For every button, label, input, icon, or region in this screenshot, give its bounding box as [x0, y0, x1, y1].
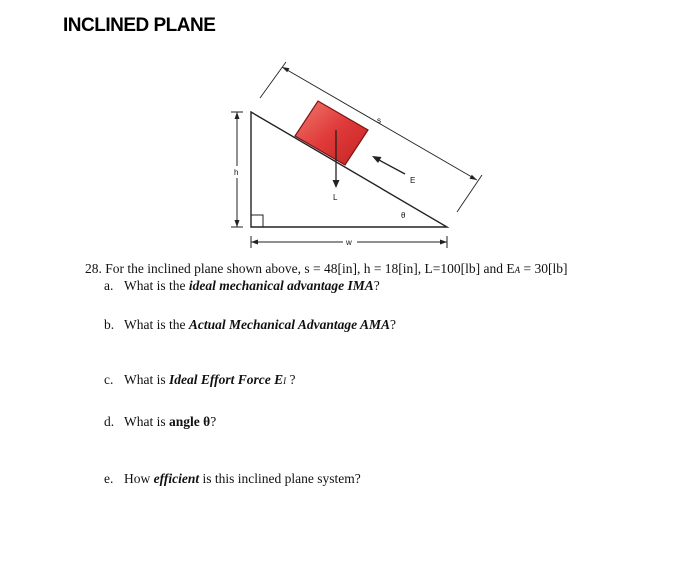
subquestion-emphasis: Ideal Effort Force E — [169, 372, 284, 387]
subquestion-letter: d. — [104, 414, 115, 429]
subquestion-emphasis: Actual Mechanical Advantage AMA — [188, 317, 390, 332]
subquestion-d — [104, 414, 216, 430]
subquestion-emphasis: angle θ — [169, 414, 211, 429]
label-w: w — [346, 238, 352, 247]
subquestion-letter: b. — [104, 317, 115, 332]
subquestion-e — [104, 471, 361, 487]
subquestion-text: What is the — [124, 278, 189, 293]
ea-subscript: A — [514, 265, 521, 275]
inclined-plane-diagram — [0, 0, 700, 260]
subquestion-end: ? — [210, 414, 217, 429]
subquestion-emphasis: efficient — [153, 471, 200, 486]
question-tail: = 30[lb] — [520, 261, 568, 276]
subquestion-a — [104, 278, 380, 294]
question-intro: For the inclined plane shown above, s = 48[in], h = 18[in], L=100[lb] and E — [105, 261, 515, 276]
subquestion-end: ? — [390, 317, 396, 332]
subquestion-b — [104, 317, 396, 333]
label-theta: θ — [401, 211, 406, 220]
label-s: s — [377, 116, 381, 125]
question-number: 28. — [85, 261, 102, 276]
question-28 — [85, 261, 568, 277]
label-E: E — [410, 176, 416, 185]
subquestion-end: is this inclined plane system? — [199, 471, 361, 486]
subquestion-end: ? — [373, 278, 380, 293]
subquestion-text: What is — [124, 372, 169, 387]
page-title: INCLINED PLANE — [63, 15, 216, 36]
ei-subscript: I — [283, 376, 287, 386]
subquestion-c — [104, 372, 296, 388]
subquestion-end: ? — [286, 372, 296, 387]
label-L: L — [333, 193, 338, 202]
label-h: h — [234, 168, 239, 177]
subquestion-letter: c. — [104, 372, 114, 387]
subquestion-letter: a. — [104, 278, 114, 293]
subquestion-text: How — [124, 471, 154, 486]
subquestion-text: What is the — [124, 317, 189, 332]
subquestion-letter: e. — [104, 471, 114, 486]
effort-arrow — [379, 160, 405, 174]
subquestion-emphasis: ideal mechanical advantage IMA — [188, 278, 374, 293]
subquestion-text: What is — [124, 414, 169, 429]
